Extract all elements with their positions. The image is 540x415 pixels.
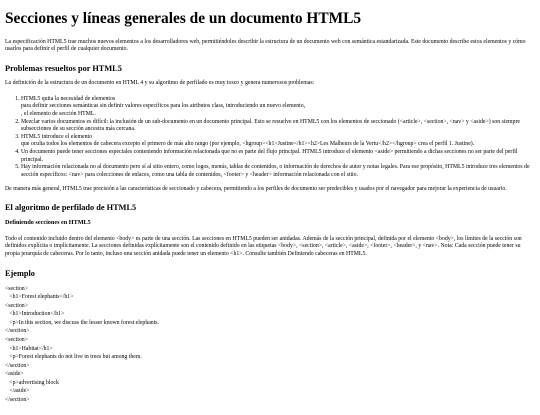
- example-code: <section> <h1>Forest elephants</h1> <section> <h1>Introduction</h1> <p>In this section, we discuss the lesser known forest elephants. </section> <section> <h1>Habitat</h1> <p>Forest elephants do not live in trees but among them. </section> <aside> <p>advertising block </aside> </section>: [5, 285, 160, 404]
- algorithm-paragraph: Todo el contenido incluido dentro del elemento <body> es parte de una sección. Las secciones en HTML5 pueden ser anidadas. Además de la sección principal, definida por el elemento <body>, los límites de la sección son definidos explícita o implícitamente. La secciones definidas explícitamente son el contenido definido en las etiquetas <body>, <section>, <article>, <aside>, <footer>, <header>, y <nav>. Nota: Cada sección puede tener su propia jerarquía de cabeceras. Por lo tanto, incluso una sección anidada puede tener un elemento <h1>. Consulte también Definiendo cabeceras en HTML5.: [5, 235, 522, 257]
- problems-closing: De manera más general, HTML5 trae precisión a las características de seccionado y cabecera, permitiendo a los perfiles de documento ser predecibles y usados por el navegador para mejorar la experiencia de usuario.: [5, 185, 507, 192]
- list-item: 1. HTML5 quita la necesidad de elementos para definir secciones semánticas sin definir valores específicos para los atributos class, introduciendo un nuevo elemento, , el elemento de sección HTML.: [21, 96, 535, 119]
- problems-list: [5, 96, 535, 180]
- document: [0, 10, 540, 405]
- algorithm-heading: El algoritmo de perfilado de HTML5: [5, 203, 137, 213]
- example-heading: Ejemplo: [5, 268, 35, 278]
- page-title: Secciones y líneas generales de un documento HTML5: [5, 10, 362, 27]
- list-item: 2. Mezclar varios documentos es difícil: la inclusión de un sub-documento en un documento principal. Esto se resuelve en HTML5 con los elementos de seccionado (<article>, <section>, <nav> y <aside>) son siempre subsecciones de su sección ancestra más cercana.: [21, 119, 535, 134]
- algorithm-subheading: Definiendo secciones en HTML5: [5, 219, 91, 227]
- list-item: 3. HTML5 introduce el elemento que oculta todos los elementos de cabecera excepto el primero de más alto rango (por ejemplo, <hgroup><h1>Justine</h1><h2>Les Malheurs de la Vertu</h2></hgroup> crea el perfil 1. Justine).: [21, 134, 535, 149]
- problems-lead: La definición de la estructura de un documento en HTML 4 y su algoritmo de perfilado es muy tosco y genera numerosos problemas:: [5, 79, 315, 86]
- list-item: 4. Un documento puede tener secciones especiales conteniendo información relacionada que no es parte del flujo principal. HTML5 introduce el elemento <aside> permitiendo a dichas secciones no ser parte del perfil principal.: [21, 149, 535, 164]
- intro-paragraph: La especificación HTML5 trae muchos nuevos elementos a los desarrolladores web, permitiéndoles describir la estructura de un documento web con semántica estandarizada. Este documento describe estos elementos y cómo usarlos para definir el perfil de cualquier documento.: [5, 38, 526, 53]
- problems-heading: Problemas resueltos por HTML5: [5, 63, 122, 73]
- list-item: 5. Hay información relacionada no al documento pero sí al sitio entero, como logos, menús, tablas de contenidos, o información de derechos de autor y notas legales. Para ese propósito, HTML5 introduce tres elementos de sección específicos: <nav> para colecciones de enlaces, como una tabla de contenidos, <footer> y <header> información relacionada con el sitio.: [21, 164, 535, 179]
